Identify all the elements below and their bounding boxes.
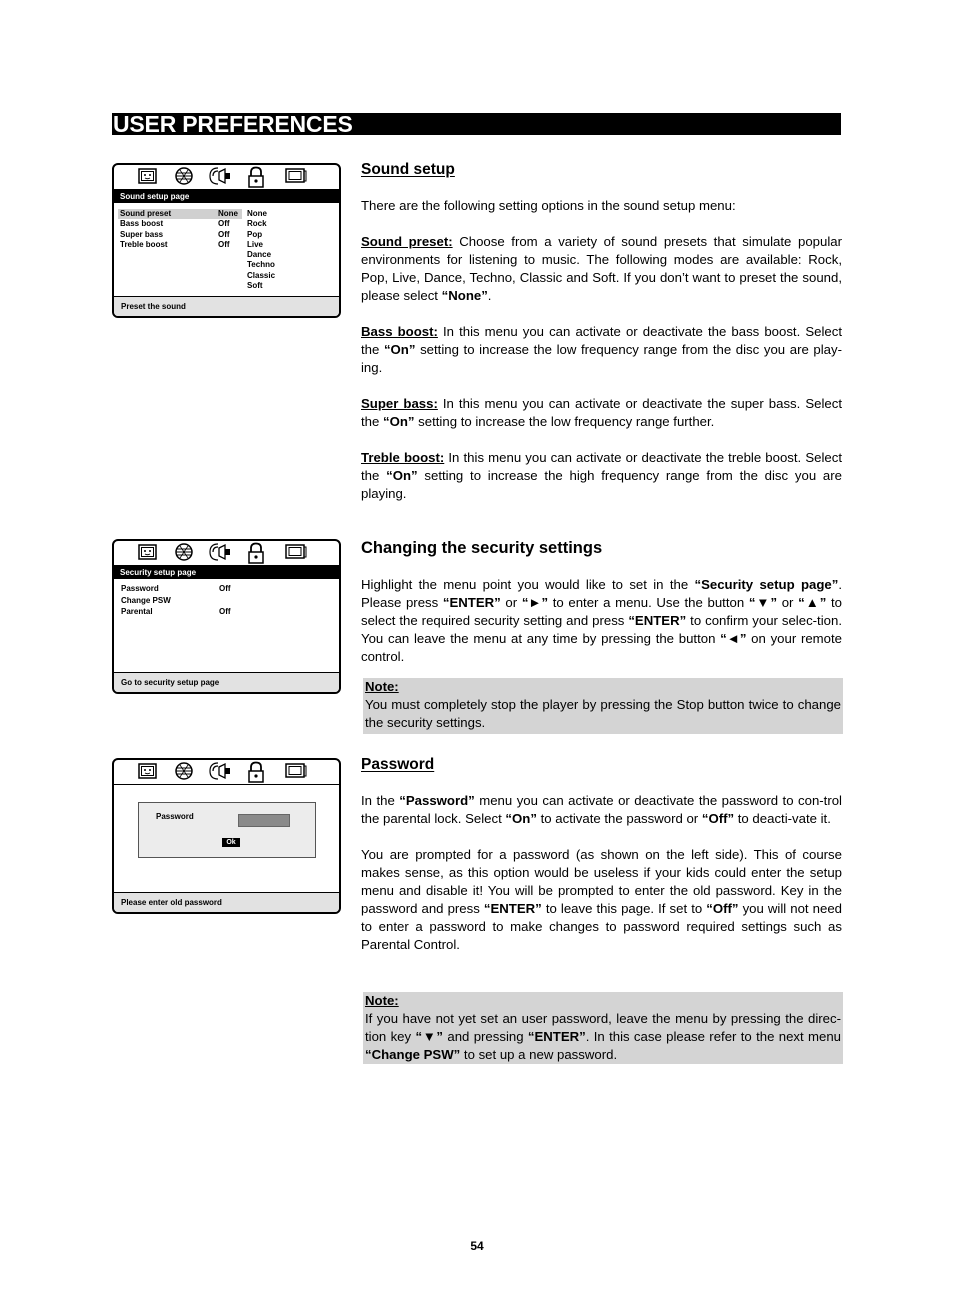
intro-paragraph: There are the following setting options in the sound setup menu: <box>361 198 736 213</box>
treble-boost-paragraph <box>361 449 842 503</box>
password-dialog <box>138 802 316 858</box>
emphasis: “Password” <box>399 793 475 808</box>
emphasis: “▼” <box>415 1029 444 1044</box>
menu-item-label[interactable]: Change PSW <box>121 596 171 605</box>
menu-status-bar: Please enter old password <box>114 892 339 912</box>
password-input[interactable] <box>238 814 290 827</box>
section-heading: Changing the security settings <box>361 539 603 557</box>
general-setup-icon <box>137 166 159 186</box>
term-label: Sound preset: <box>361 234 453 249</box>
paragraph-text: . Please press <box>361 577 842 610</box>
paragraph-text: In this menu you can activate or deactivate the treble boost. Select the <box>361 450 843 483</box>
emphasis: “ENTER” <box>628 613 687 628</box>
paragraph-text: setting to increase the low frequency range from the disc you are play-ing. <box>361 342 842 375</box>
password-paragraph-2 <box>361 846 842 954</box>
security-lock-icon <box>246 542 266 564</box>
menu-item-label[interactable]: Bass boost <box>120 219 164 228</box>
security-note-box <box>363 678 843 734</box>
note-title: Note: <box>365 679 399 694</box>
paragraph-text: In the <box>361 793 400 808</box>
menu-icon-bar <box>114 165 339 190</box>
paragraph-text: to confirm your selec-tion. You can leave the menu at any time by pressing the button <box>361 613 842 646</box>
menu-item-value: Off <box>218 230 230 239</box>
ok-button[interactable]: Ok <box>222 838 240 847</box>
term-label: Super bass: <box>361 396 438 411</box>
paragraph-text: setting to increase the low frequency range further. <box>414 414 715 429</box>
paragraph-text: and pressing <box>443 1029 528 1044</box>
paragraph-text: on your remote control. <box>361 631 843 664</box>
menu-title-bar: Security setup page <box>114 566 339 579</box>
menu-item-label[interactable]: Password <box>121 584 159 593</box>
emphasis: “ENTER” <box>483 901 542 916</box>
password-label: Password <box>156 812 194 821</box>
menu-status-bar: Go to security setup page <box>114 672 339 692</box>
menu-option[interactable]: Live <box>247 240 264 249</box>
menu-option[interactable]: Pop <box>247 230 263 239</box>
section-heading: Sound setup <box>361 161 455 178</box>
super-bass-paragraph <box>361 395 842 431</box>
paragraph-text: . <box>487 288 492 303</box>
emphasis: “ENTER” <box>442 595 501 610</box>
note-text: You must completely stop the player by pressing the Stop button twice to change the security settings. <box>365 697 841 730</box>
menu-item-label[interactable]: Parental <box>121 607 153 616</box>
paragraph-text: Choose from a variety of sound presets that simulate popular environments for listening to music. The following modes are available: Rock, Pop, Live, Dance, Techno, Classic and Soft. If you don’t want to preset the sound, please select <box>361 234 842 303</box>
security-section <box>361 539 842 666</box>
menu-icon-bar <box>114 541 339 566</box>
emphasis: “None” <box>441 288 488 303</box>
paragraph-text: Highlight the menu point you would like to set in the <box>361 577 695 592</box>
password-paragraph-1 <box>361 792 842 828</box>
security-lock-icon <box>246 761 266 783</box>
term-label: Treble boost: <box>361 450 445 465</box>
emphasis: “▲” <box>798 595 827 610</box>
sound-setup-menu-screen <box>112 163 341 318</box>
emphasis: “►” <box>521 595 549 610</box>
emphasis: “Change PSW” <box>365 1047 461 1062</box>
menu-item-value: Off <box>219 607 231 616</box>
emphasis: “On” <box>386 468 418 483</box>
bass-boost-paragraph <box>361 323 842 377</box>
security-setup-menu-screen <box>112 539 341 694</box>
sound-setup-section <box>361 161 842 503</box>
paragraph-text: In this menu you can activate or deactivate the bass boost. Select the <box>361 324 842 357</box>
menu-item-label[interactable]: Sound preset <box>120 209 172 218</box>
paragraph-text: or <box>777 595 799 610</box>
menu-item-value: Off <box>218 240 230 249</box>
menu-option[interactable]: Soft <box>247 281 263 290</box>
emphasis: “▼” <box>748 595 778 610</box>
page-number: 54 <box>470 1239 484 1253</box>
sound-setup-icon <box>207 761 233 781</box>
paragraph-text: to set up a new password. <box>460 1047 618 1062</box>
paragraph-text: or <box>500 595 522 610</box>
emphasis: “Off” <box>706 901 739 916</box>
term-label: Bass boost: <box>361 324 438 339</box>
password-menu-screen <box>112 758 341 914</box>
menu-option[interactable]: Dance <box>247 250 272 259</box>
sound-setup-icon <box>207 166 233 186</box>
paragraph-text: If you have not yet set an user password, leave the menu by pressing the direc-tion key <box>365 1011 841 1044</box>
paragraph-text: setting to increase the high frequency range from the disc you are playing. <box>361 468 842 501</box>
password-note-box <box>363 992 843 1064</box>
note-text <box>365 1010 841 1064</box>
general-setup-icon <box>137 761 159 781</box>
note-title: Note: <box>365 993 399 1008</box>
emphasis: “ENTER” <box>527 1029 586 1044</box>
general-setup-icon <box>137 542 159 562</box>
video-setup-icon <box>173 166 195 186</box>
paragraph-text: to select the required security setting and press <box>361 595 842 628</box>
menu-item-label[interactable]: Treble boost <box>120 240 168 249</box>
sound-preset-paragraph <box>361 233 842 305</box>
menu-option[interactable]: Rock <box>247 219 267 228</box>
page-title: USER PREFERENCES <box>112 113 841 135</box>
video-setup-icon <box>173 761 195 781</box>
paragraph-text: to enter a menu. Use the button <box>548 595 749 610</box>
password-section <box>361 756 842 954</box>
emphasis: “Off” <box>701 811 735 826</box>
emphasis: “On” <box>383 414 415 429</box>
emphasis: “Security setup page” <box>694 577 839 592</box>
paragraph-text: In this menu you can activate or deactivate the super bass. Select the <box>361 396 842 429</box>
preference-icon <box>284 542 308 562</box>
menu-title-bar: Sound setup page <box>114 190 339 203</box>
paragraph-text: menu you can activate or deactivate the password to con-trol the parental lock. Select <box>361 793 842 826</box>
sound-setup-icon <box>207 542 233 562</box>
preference-icon <box>284 761 308 781</box>
emphasis: “On” <box>505 811 537 826</box>
menu-item-value: None <box>218 209 238 218</box>
menu-item-label[interactable]: Super bass <box>120 230 164 239</box>
section-heading: Password <box>361 756 435 773</box>
menu-status-bar: Preset the sound <box>114 296 339 316</box>
security-lock-icon <box>246 166 266 188</box>
paragraph-text: to activate the password or <box>536 811 702 826</box>
security-paragraph <box>361 576 842 666</box>
menu-option[interactable]: Techno <box>247 260 275 269</box>
paragraph-text: to deacti-vate it. <box>734 811 831 826</box>
emphasis: “On” <box>383 342 416 357</box>
video-setup-icon <box>173 542 195 562</box>
menu-item-value: Off <box>219 584 231 593</box>
preference-icon <box>284 166 308 186</box>
menu-item-value: Off <box>218 219 230 228</box>
emphasis: “◄” <box>720 631 747 646</box>
menu-option[interactable]: None <box>247 209 267 218</box>
menu-icon-bar <box>114 760 339 785</box>
paragraph-text: You are prompted for a password (as shown on the left side). This of course makes sense, as this option would be useless if your kids could enter the setup menu and disable it! You will be prompted to enter the old password. Key in the password and press <box>361 847 842 916</box>
paragraph-text: you will not need to enter a password to make changes to password required settings such as Parental Control. <box>361 901 843 952</box>
menu-option[interactable]: Classic <box>247 271 276 280</box>
paragraph-text: . In this case please refer to the next menu <box>585 1029 841 1044</box>
paragraph-text: to leave this page. If set to <box>541 901 707 916</box>
